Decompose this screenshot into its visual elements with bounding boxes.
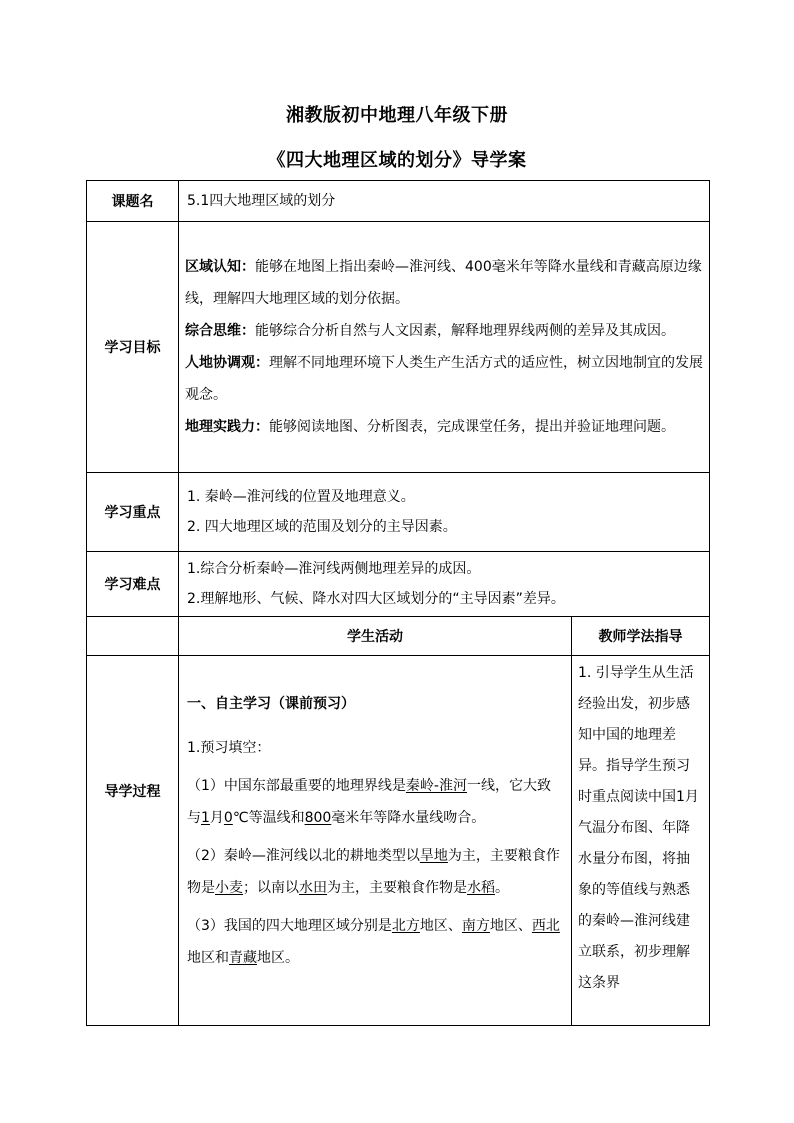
objective-item: 人地协调观：理解不同地理环境下人类生产生活方式的适应性，树立因地制宜的发展观念。 (185, 355, 703, 403)
answer-blank: 秦岭-淮河 (405, 778, 467, 794)
objective-item: 地理实践力：能够阅读地图、分析图表，完成课堂任务，提出并验证地理问题。 (185, 419, 675, 435)
answer-blank: 北方 (391, 918, 420, 934)
objective-item: 综合思维：能够综合分析自然与人文因素，解释地理界线两侧的差异及其成因。 (185, 323, 675, 339)
student-activity-content (179, 656, 572, 1026)
answer-blank: 水稻 (467, 880, 495, 896)
answer-blank: 南方 (461, 918, 490, 934)
difficulty-item: 2.理解地形、气候、降水对四大区域划分的“主导因素”差异。 (187, 591, 565, 607)
fill-question-1: （1）中国东部最重要的地理界线是秦岭-淮河一线，它大致与1月0℃等温线和800毫米年等降水量线吻合。 (187, 778, 551, 826)
teacher-guide-content: 1. 引导学生从生活经验出发，初步感知中国的地理差异。指导学生预习时重点阅读中国1月气温分布图、年降水量分布图，将抽象的等值线与熟悉的秦岭—淮河线建立联系，初步理解这条界 (572, 656, 710, 1026)
answer-blank: 水田 (299, 880, 327, 896)
document-title: 湘教版初中地理八年级下册 (286, 105, 508, 126)
answer-blank: 0 (223, 810, 233, 826)
answer-blank: 青藏 (229, 950, 257, 966)
key-point-item: 1. 秦岭—淮河线的位置及地理意义。 (187, 489, 415, 505)
blank-header-cell (87, 617, 179, 656)
table-row-objectives (87, 222, 710, 473)
objective-item: 区域认知：能够在地图上指出秦岭—淮河线、400毫米年等降水量线和青藏高原边缘线，理解四大地理区域的划分依据。 (185, 259, 702, 307)
section-title: 一、自主学习（课前预习） (187, 696, 355, 712)
objectives-label: 学习目标 (87, 222, 179, 473)
difficulties-label: 学习难点 (87, 552, 179, 617)
topic-value: 5.1四大地理区域的划分 (179, 181, 710, 222)
fill-question-2: （2）秦岭—淮河线以北的耕地类型以旱地为主，主要粮食作物是小麦；以南以水田为主，主要粮食作物是水稻。 (187, 848, 560, 896)
table-row-key-points (87, 473, 710, 552)
key-points-label: 学习重点 (87, 473, 179, 552)
key-points-content (179, 473, 710, 552)
table-row-topic (87, 181, 710, 222)
topic-label: 课题名 (87, 181, 179, 222)
answer-blank: 800 (304, 810, 332, 826)
answer-blank: 西北 (531, 918, 560, 934)
student-activity-header: 学生活动 (179, 617, 572, 656)
table-row-difficulties (87, 552, 710, 617)
difficulty-item: 1.综合分析秦岭—淮河线两侧地理差异的成因。 (187, 561, 481, 577)
teacher-guide-header: 教师学法指导 (572, 617, 710, 656)
question-title: 1.预习填空： (187, 740, 271, 756)
objectives-content (179, 222, 710, 473)
difficulties-content (179, 552, 710, 617)
key-point-item: 2. 四大地理区域的范围及划分的主导因素。 (187, 519, 457, 535)
table-row-process (87, 656, 710, 1026)
answer-blank: 旱地 (419, 848, 448, 864)
document-subtitle: 《四大地理区域的划分》导学案 (267, 150, 527, 171)
answer-blank: 小麦 (215, 880, 243, 896)
process-label: 导学过程 (87, 656, 179, 1026)
answer-blank: 1 (201, 810, 210, 826)
table-row-column-headers (87, 617, 710, 656)
fill-question-3: （3）我国的四大地理区域分别是北方地区、南方地区、西北地区和青藏地区。 (187, 918, 560, 966)
study-plan-table (86, 180, 710, 1026)
